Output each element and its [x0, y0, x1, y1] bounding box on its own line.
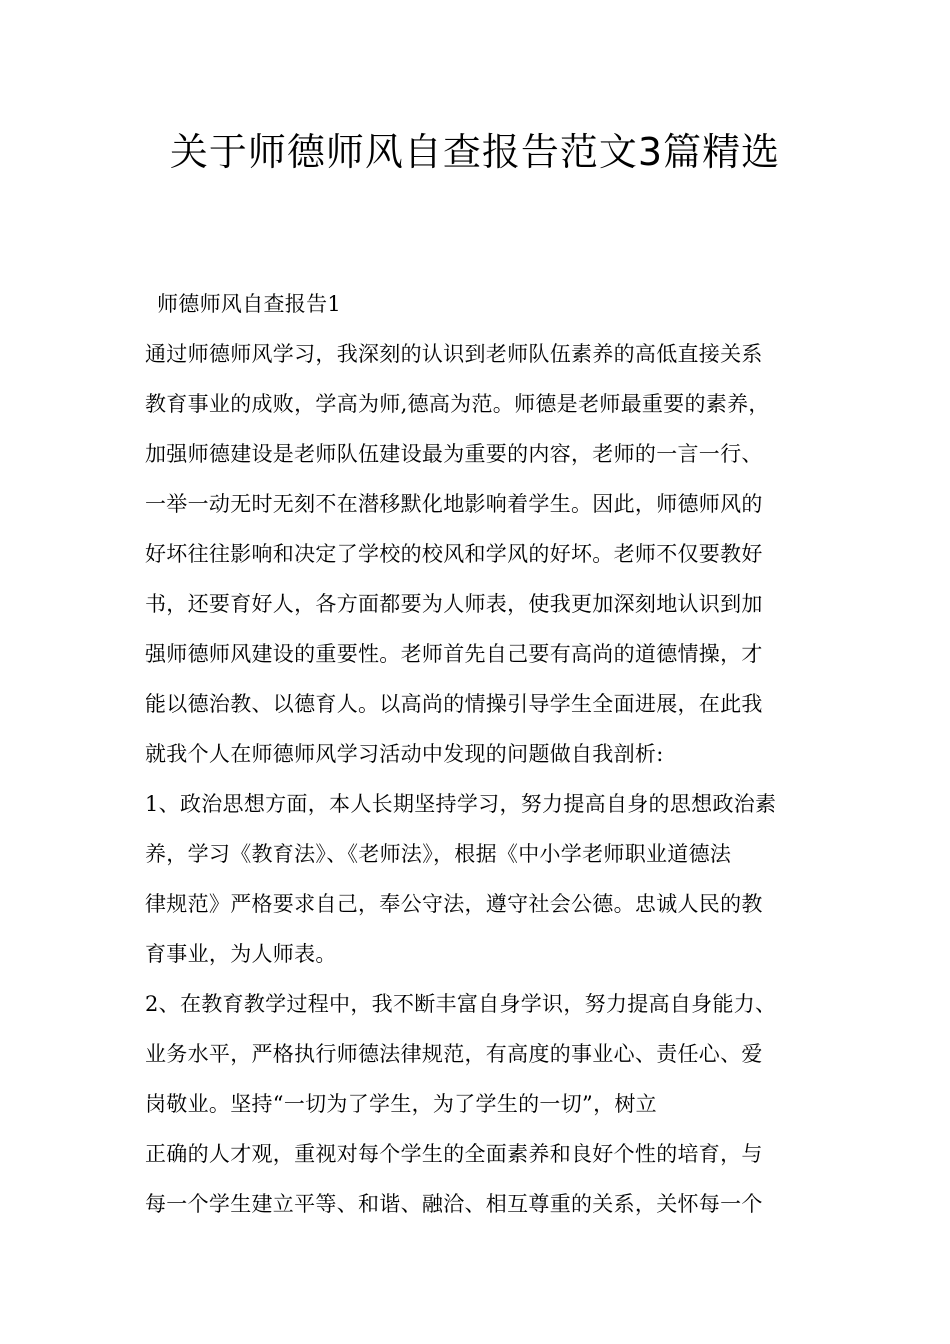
paragraph-line: 书，还要育好人，各方面都要为人师表，使我更加深刻地认识到加: [145, 592, 763, 616]
paragraph-line: 好坏往往影响和决定了学校的校风和学风的好坏。老师不仅要教好: [145, 542, 763, 566]
paragraph-line: 2、在教育教学过程中，我不断丰富自身学识，努力提高自身能力、: [145, 992, 777, 1016]
paragraph-line: 就我个人在师德师风学习活动中发现的问题做自我剖析:: [145, 742, 664, 766]
paragraph-line: 1、政治思想方面，本人长期坚持学习，努力提高自身的思想政治素: [145, 792, 777, 816]
paragraph-line: 教育事业的成败，学高为师,德高为范。师德是老师最重要的素养，: [145, 392, 770, 416]
paragraph-line: 业务水平，严格执行师德法律规范，有高度的事业心、责任心、爱: [145, 1042, 763, 1066]
document-title: 关于师德师风自查报告范文3篇精选: [169, 130, 781, 174]
paragraph-line: 通过师德师风学习，我深刻的认识到老师队伍素养的高低直接关系: [145, 342, 763, 366]
paragraph-line: 强师德师风建设的重要性。老师首先自己要有高尚的道德情操，才: [145, 642, 763, 666]
section-heading: 师德师风自查报告1: [157, 292, 342, 316]
paragraph-line: 正确的人才观，重视对每个学生的全面素养和良好个性的培育，与: [145, 1142, 763, 1166]
paragraph-line: 一举一动无时无刻不在潜移默化地影响着学生。因此，师德师风的: [145, 492, 763, 516]
paragraph-line: 岗敬业。坚持“一切为了学生，为了学生的一切”，树立: [145, 1092, 657, 1116]
paragraph-line: 能以德治教、以德育人。以高尚的情操引导学生全面进展，在此我: [145, 692, 763, 716]
body-text: [145, 329, 810, 1229]
paragraph-line: 育事业，为人师表。: [145, 942, 337, 966]
paragraph-line: 每一个学生建立平等、和谐、融洽、相互尊重的关系，关怀每一个: [145, 1192, 763, 1216]
paragraph-line: 养，学习《教育法》、《老师法》，根据《中小学老师职业道德法: [145, 842, 732, 866]
paragraph-line: 律规范》严格要求自己，奉公守法，遵守社会公德。忠诚人民的教: [145, 892, 763, 916]
paragraph-line: 加强师德建设是老师队伍建设最为重要的内容，老师的一言一行、: [145, 442, 763, 466]
